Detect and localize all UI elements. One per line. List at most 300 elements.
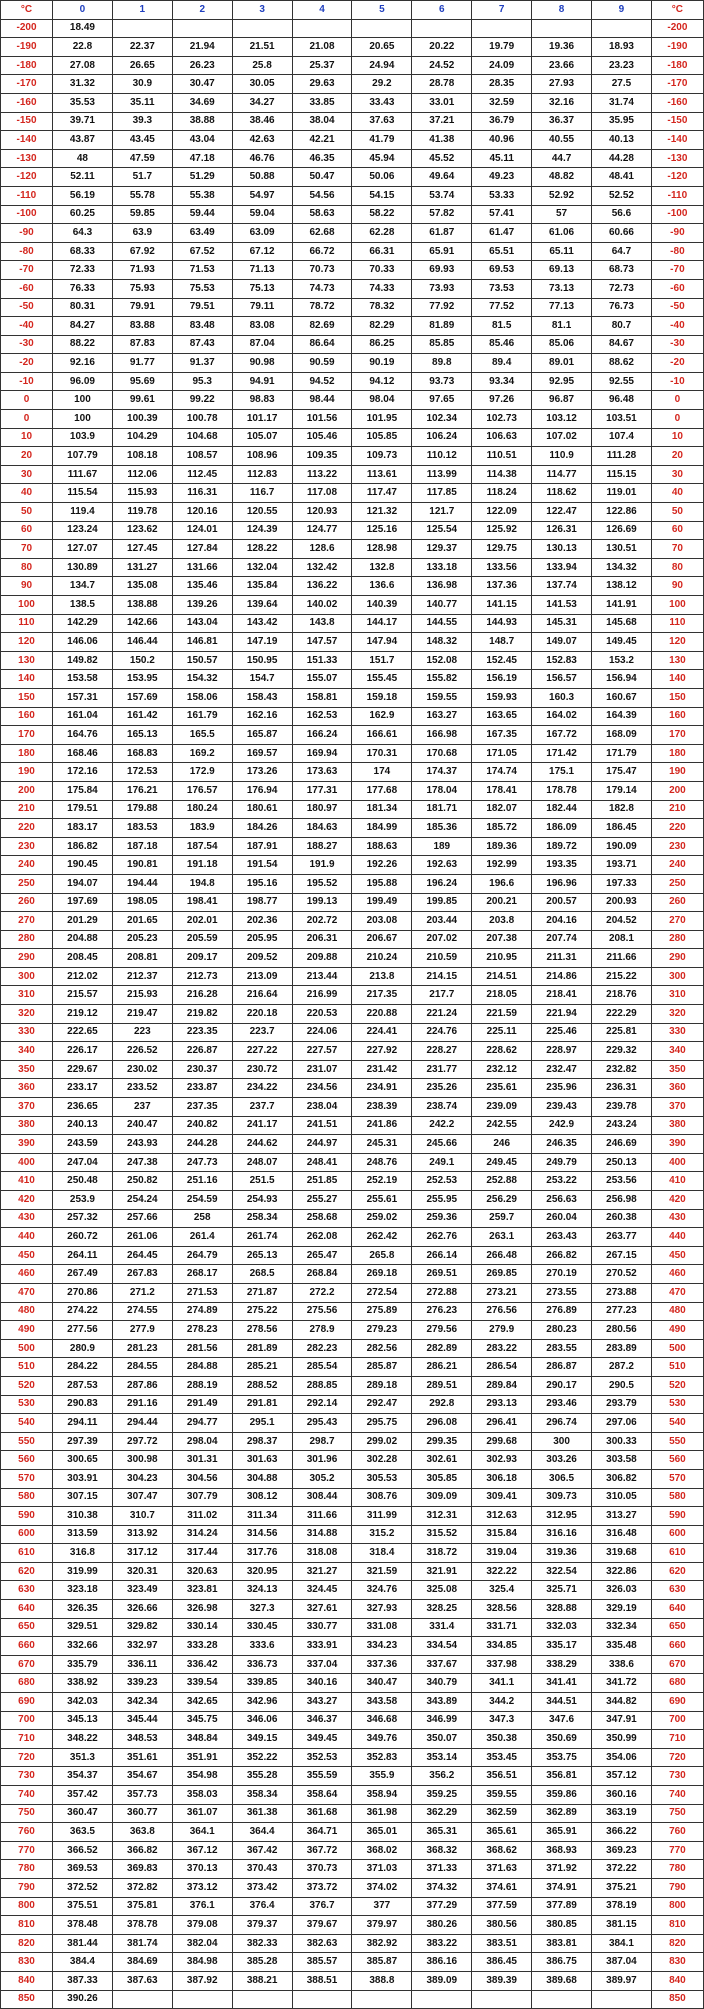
table-row (1, 447, 704, 466)
table-cell: 234.22 (232, 1079, 292, 1098)
table-cell: 246.69 (592, 1135, 652, 1154)
row-temp-label-left: 330 (1, 1023, 53, 1042)
row-temp-label-left: 580 (1, 1488, 53, 1507)
table-cell: 92.55 (592, 372, 652, 391)
table-cell: 223.35 (172, 1023, 232, 1042)
table-cell: 118.24 (472, 484, 532, 503)
table-cell: 299.35 (412, 1432, 472, 1451)
row-temp-label-left: 810 (1, 1916, 53, 1935)
row-temp-label-right: 40 (651, 484, 703, 503)
table-cell: 329.51 (53, 1618, 113, 1637)
table-cell: 271.87 (232, 1283, 292, 1302)
table-cell: 322.22 (472, 1562, 532, 1581)
table-cell: 284.22 (53, 1358, 113, 1377)
row-temp-label-right: 380 (651, 1116, 703, 1135)
table-cell: 347.6 (532, 1711, 592, 1730)
table-cell: 71.13 (232, 261, 292, 280)
table-cell: 72.33 (53, 261, 113, 280)
table-cell: 152.45 (472, 651, 532, 670)
table-cell: 373.12 (172, 1878, 232, 1897)
table-row (1, 1376, 704, 1395)
table-cell: 383.22 (412, 1934, 472, 1953)
table-cell: 193.71 (592, 856, 652, 875)
table-cell: 27.93 (532, 75, 592, 94)
row-temp-label-right: -190 (651, 38, 703, 57)
table-cell: 49.23 (472, 168, 532, 187)
table-cell: 240.47 (112, 1116, 172, 1135)
table-cell: 366.22 (592, 1823, 652, 1842)
table-cell: 43.87 (53, 131, 113, 150)
table-cell: 354.67 (112, 1767, 172, 1786)
table-cell: 52.92 (532, 186, 592, 205)
table-cell: 159.93 (472, 688, 532, 707)
table-row (1, 1321, 704, 1340)
table-cell: 120.55 (232, 503, 292, 522)
table-cell: 216.64 (232, 986, 292, 1005)
table-cell: 170.68 (412, 744, 472, 763)
table-cell: 247.73 (172, 1153, 232, 1172)
table-cell: 304.23 (112, 1469, 172, 1488)
table-cell: 178.04 (412, 781, 472, 800)
table-cell: 275.56 (292, 1302, 352, 1321)
row-temp-label-left: 50 (1, 503, 53, 522)
table-cell: 198.77 (232, 893, 292, 912)
row-temp-label-right: 480 (651, 1302, 703, 1321)
table-row (1, 1488, 704, 1507)
table-cell: 102.73 (472, 410, 532, 429)
row-temp-label-right: 570 (651, 1469, 703, 1488)
table-cell: 269.51 (412, 1265, 472, 1284)
row-temp-label-right: 590 (651, 1507, 703, 1526)
table-cell: 144.55 (412, 614, 472, 633)
table-row (1, 1693, 704, 1712)
table-row (1, 149, 704, 168)
table-cell: 305.85 (412, 1469, 472, 1488)
table-cell: 138.12 (592, 577, 652, 596)
table-cell: 218.76 (592, 986, 652, 1005)
table-cell: 170.31 (352, 744, 412, 763)
table-row (1, 1469, 704, 1488)
table-cell: 70.33 (352, 261, 412, 280)
table-cell: 230.72 (232, 1060, 292, 1079)
table-cell: 186.82 (53, 837, 113, 856)
table-cell: 87.04 (232, 335, 292, 354)
table-cell: 73.13 (532, 279, 592, 298)
table-cell: 258.68 (292, 1209, 352, 1228)
table-cell: 368.93 (532, 1841, 592, 1860)
row-temp-label-right: 130 (651, 651, 703, 670)
table-cell: 167.72 (532, 726, 592, 745)
row-temp-label-right: -180 (651, 56, 703, 75)
table-cell: 200.57 (532, 893, 592, 912)
table-cell: 371.63 (472, 1860, 532, 1879)
table-cell: 315.52 (412, 1525, 472, 1544)
table-cell: 55.78 (112, 186, 172, 205)
table-cell: 161.79 (172, 707, 232, 726)
row-temp-label-left: 240 (1, 856, 53, 875)
table-cell: 320.31 (112, 1562, 172, 1581)
table-cell: 387.63 (112, 1971, 172, 1990)
table-cell: 356.51 (472, 1767, 532, 1786)
row-temp-label-right: 770 (651, 1841, 703, 1860)
table-cell: 353.14 (412, 1748, 472, 1767)
table-cell: 381.15 (592, 1916, 652, 1935)
table-cell: 124.39 (232, 521, 292, 540)
table-cell: 345.44 (112, 1711, 172, 1730)
row-temp-label-right: -70 (651, 261, 703, 280)
table-cell: 375.51 (53, 1897, 113, 1916)
table-cell: 49.64 (412, 168, 472, 187)
table-cell: 267.83 (112, 1265, 172, 1284)
table-cell: 180.24 (172, 800, 232, 819)
table-cell: 210.95 (472, 949, 532, 968)
table-cell: 45.11 (472, 149, 532, 168)
table-cell: 247.38 (112, 1153, 172, 1172)
table-cell: 156.19 (472, 670, 532, 689)
table-cell: 386.45 (472, 1953, 532, 1972)
table-cell: 129.75 (472, 540, 532, 559)
table-cell: 206.67 (352, 930, 412, 949)
column-header: 7 (472, 1, 532, 20)
table-cell: 301.96 (292, 1451, 352, 1470)
table-cell: 163.27 (412, 707, 472, 726)
column-header: 9 (592, 1, 652, 20)
row-temp-label-left: 40 (1, 484, 53, 503)
table-cell: 204.52 (592, 912, 652, 931)
table-cell: 50.88 (232, 168, 292, 187)
table-cell: 160.67 (592, 688, 652, 707)
row-temp-label-right: 490 (651, 1321, 703, 1340)
table-cell: 213.44 (292, 967, 352, 986)
table-cell: 273.55 (532, 1283, 592, 1302)
table-cell: 252.19 (352, 1172, 412, 1191)
table-cell: 119.01 (592, 484, 652, 503)
table-cell: 334.23 (352, 1637, 412, 1656)
row-temp-label-right: 170 (651, 726, 703, 745)
table-cell: 83.88 (112, 317, 172, 336)
table-cell: 76.73 (592, 298, 652, 317)
table-row (1, 800, 704, 819)
table-cell: 386.75 (532, 1953, 592, 1972)
table-cell: 137.74 (532, 577, 592, 596)
table-cell: 233.87 (172, 1079, 232, 1098)
table-row (1, 707, 704, 726)
table-cell: 273.88 (592, 1283, 652, 1302)
table-cell: 235.96 (532, 1079, 592, 1098)
table-cell: 327.61 (292, 1600, 352, 1619)
table-cell: 25.37 (292, 56, 352, 75)
table-cell (352, 19, 412, 38)
table-cell: 150.2 (112, 651, 172, 670)
table-cell: 263.1 (472, 1228, 532, 1247)
row-temp-label-right: 0 (651, 410, 703, 429)
row-temp-label-right: 360 (651, 1079, 703, 1098)
table-cell: 344.82 (592, 1693, 652, 1712)
table-cell: 255.61 (352, 1191, 412, 1210)
table-cell: 194.44 (112, 874, 172, 893)
table-cell: 270.86 (53, 1283, 113, 1302)
table-cell: 23.66 (532, 56, 592, 75)
table-row (1, 633, 704, 652)
row-temp-label-left: -170 (1, 75, 53, 94)
table-cell: 365.01 (352, 1823, 412, 1842)
row-temp-label-right: 640 (651, 1600, 703, 1619)
row-temp-label-left: 590 (1, 1507, 53, 1526)
table-cell: 181.34 (352, 800, 412, 819)
row-temp-label-left: 660 (1, 1637, 53, 1656)
table-cell: 87.43 (172, 335, 232, 354)
table-cell: 316.8 (53, 1544, 113, 1563)
table-row (1, 1562, 704, 1581)
row-temp-label-left: 770 (1, 1841, 53, 1860)
row-temp-label-left: 520 (1, 1376, 53, 1395)
table-cell: 233.17 (53, 1079, 113, 1098)
table-cell: 89.01 (532, 354, 592, 373)
table-cell: 311.66 (292, 1507, 352, 1526)
table-cell: 338.6 (592, 1655, 652, 1674)
table-cell: 228.62 (472, 1042, 532, 1061)
table-cell: 250.48 (53, 1172, 113, 1191)
table-cell: 139.26 (172, 596, 232, 615)
row-temp-label-right: 690 (651, 1693, 703, 1712)
table-cell: 388.8 (352, 1971, 412, 1990)
table-cell: 375.81 (112, 1897, 172, 1916)
table-cell: 83.48 (172, 317, 232, 336)
table-cell: 374.91 (532, 1878, 592, 1897)
table-cell: 275.89 (352, 1302, 412, 1321)
table-cell: 340.79 (412, 1674, 472, 1693)
row-temp-label-right: -30 (651, 335, 703, 354)
table-cell: 319.99 (53, 1562, 113, 1581)
row-temp-label-right: -170 (651, 75, 703, 94)
table-cell: 231.07 (292, 1060, 352, 1079)
table-cell: 201.65 (112, 912, 172, 931)
table-cell: 92.16 (53, 354, 113, 373)
table-cell: 35.53 (53, 93, 113, 112)
table-cell: 159.18 (352, 688, 412, 707)
row-temp-label-right: 110 (651, 614, 703, 633)
row-temp-label-right: -20 (651, 354, 703, 373)
table-cell: 183.17 (53, 819, 113, 838)
table-cell: 239.43 (532, 1098, 592, 1117)
table-cell: 165.5 (172, 726, 232, 745)
row-temp-label-right: 20 (651, 447, 703, 466)
table-cell: 253.56 (592, 1172, 652, 1191)
table-cell: 282.89 (412, 1339, 472, 1358)
table-cell: 28.35 (472, 75, 532, 94)
table-cell: 350.69 (532, 1730, 592, 1749)
table-cell: 319.68 (592, 1544, 652, 1563)
table-cell: 100 (53, 391, 113, 410)
table-cell: 73.53 (472, 279, 532, 298)
table-cell: 144.17 (352, 614, 412, 633)
table-cell: 58.22 (352, 205, 412, 224)
table-cell: 86.25 (352, 335, 412, 354)
table-cell: 150.95 (232, 651, 292, 670)
table-cell: 77.13 (532, 298, 592, 317)
table-cell: 172.9 (172, 763, 232, 782)
table-cell: 144.93 (472, 614, 532, 633)
table-cell: 208.1 (592, 930, 652, 949)
table-cell: 143.42 (232, 614, 292, 633)
table-cell: 226.17 (53, 1042, 113, 1061)
table-cell: 367.42 (232, 1841, 292, 1860)
table-row (1, 1098, 704, 1117)
row-temp-label-left: 180 (1, 744, 53, 763)
table-cell: 356.81 (532, 1767, 592, 1786)
table-cell: 57 (532, 205, 592, 224)
table-cell: 108.57 (172, 447, 232, 466)
table-cell: 68.73 (592, 261, 652, 280)
table-cell: 151.33 (292, 651, 352, 670)
table-cell: 378.19 (592, 1897, 652, 1916)
table-cell: 175.1 (532, 763, 592, 782)
table-cell: 81.89 (412, 317, 472, 336)
table-cell: 336.11 (112, 1655, 172, 1674)
row-temp-label-left: 290 (1, 949, 53, 968)
table-row (1, 1339, 704, 1358)
table-cell: 271.53 (172, 1283, 232, 1302)
table-cell: 142.29 (53, 614, 113, 633)
table-cell: 18.93 (592, 38, 652, 57)
table-cell: 100.39 (112, 410, 172, 429)
table-cell: 317.12 (112, 1544, 172, 1563)
table-cell: 207.74 (532, 930, 592, 949)
table-cell: 241.86 (352, 1116, 412, 1135)
table-cell: 215.57 (53, 986, 113, 1005)
table-cell: 383.51 (472, 1934, 532, 1953)
table-row (1, 354, 704, 373)
table-cell: 30.9 (112, 75, 172, 94)
table-cell: 117.47 (352, 484, 412, 503)
table-cell: 335.79 (53, 1655, 113, 1674)
table-cell: 374.02 (352, 1878, 412, 1897)
table-cell: 330.45 (232, 1618, 292, 1637)
table-cell: 198.41 (172, 893, 232, 912)
table-cell: 64.3 (53, 224, 113, 243)
table-cell: 240.13 (53, 1116, 113, 1135)
row-temp-label-right: 710 (651, 1730, 703, 1749)
table-cell: 32.59 (472, 93, 532, 112)
table-cell: 358.64 (292, 1786, 352, 1805)
table-cell: 133.56 (472, 558, 532, 577)
table-cell: 288.19 (172, 1376, 232, 1395)
row-temp-label-left: 340 (1, 1042, 53, 1061)
table-cell: 365.61 (472, 1823, 532, 1842)
table-cell: 192.26 (352, 856, 412, 875)
table-cell: 298.7 (292, 1432, 352, 1451)
table-cell: 59.44 (172, 205, 232, 224)
table-cell: 130.13 (532, 540, 592, 559)
table-cell: 149.07 (532, 633, 592, 652)
table-cell: 119.4 (53, 503, 113, 522)
table-cell: 382.63 (292, 1934, 352, 1953)
table-cell: 33.01 (412, 93, 472, 112)
table-cell: 384.98 (172, 1953, 232, 1972)
table-row (1, 1414, 704, 1433)
table-row (1, 1265, 704, 1284)
table-cell: 19.36 (532, 38, 592, 57)
row-temp-label-right: 140 (651, 670, 703, 689)
table-cell: 297.39 (53, 1432, 113, 1451)
table-cell: 202.01 (172, 912, 232, 931)
table-cell: 57.41 (472, 205, 532, 224)
table-cell: 61.47 (472, 224, 532, 243)
table-cell: 371.03 (352, 1860, 412, 1879)
row-temp-label-right: 510 (651, 1358, 703, 1377)
table-cell: 174 (352, 763, 412, 782)
row-temp-label-right: -100 (651, 205, 703, 224)
table-cell: 369.83 (112, 1860, 172, 1879)
table-cell: 238.04 (292, 1098, 352, 1117)
table-cell: 122.47 (532, 503, 592, 522)
table-cell: 54.15 (352, 186, 412, 205)
table-cell: 56.6 (592, 205, 652, 224)
table-cell: 298.04 (172, 1432, 232, 1451)
table-cell (172, 19, 232, 38)
row-temp-label-right: 90 (651, 577, 703, 596)
table-cell: 212.02 (53, 967, 113, 986)
table-cell: 125.92 (472, 521, 532, 540)
table-cell: 122.09 (472, 503, 532, 522)
table-cell: 342.65 (172, 1693, 232, 1712)
row-temp-label-right: -150 (651, 112, 703, 131)
table-cell: 389.68 (532, 1971, 592, 1990)
table-cell: 313.59 (53, 1525, 113, 1544)
table-cell: 109.35 (292, 447, 352, 466)
table-cell: 146.81 (172, 633, 232, 652)
table-cell: 250.82 (112, 1172, 172, 1191)
table-cell: 209.17 (172, 949, 232, 968)
table-cell: 171.79 (592, 744, 652, 763)
table-cell: 318.4 (352, 1544, 412, 1563)
table-cell: 263.77 (592, 1228, 652, 1247)
table-cell: 149.82 (53, 651, 113, 670)
table-cell: 130.89 (53, 558, 113, 577)
row-temp-label-right: 10 (651, 428, 703, 447)
table-cell: 128.98 (352, 540, 412, 559)
table-cell: 162.9 (352, 707, 412, 726)
table-cell: 208.81 (112, 949, 172, 968)
table-cell: 239.09 (472, 1098, 532, 1117)
table-cell: 35.95 (592, 112, 652, 131)
table-cell: 199.49 (352, 893, 412, 912)
table-cell: 166.24 (292, 726, 352, 745)
table-cell: 182.07 (472, 800, 532, 819)
row-temp-label-left: 270 (1, 912, 53, 931)
table-cell: 278.23 (172, 1321, 232, 1340)
table-cell: 166.98 (412, 726, 472, 745)
table-row (1, 1079, 704, 1098)
table-cell: 135.84 (232, 577, 292, 596)
table-cell: 325.71 (532, 1581, 592, 1600)
table-cell: 24.52 (412, 56, 472, 75)
table-cell (292, 1990, 352, 2009)
table-cell: 314.88 (292, 1525, 352, 1544)
table-cell: 95.3 (172, 372, 232, 391)
table-cell: 74.73 (292, 279, 352, 298)
table-cell: 325.4 (472, 1581, 532, 1600)
table-row (1, 912, 704, 931)
table-cell: 259.36 (412, 1209, 472, 1228)
table-cell: 362.59 (472, 1804, 532, 1823)
table-cell: 52.11 (53, 168, 113, 187)
table-cell: 389.97 (592, 1971, 652, 1990)
table-cell: 310.05 (592, 1488, 652, 1507)
row-temp-label-left: 840 (1, 1971, 53, 1990)
table-cell: 61.87 (412, 224, 472, 243)
table-cell: 59.04 (232, 205, 292, 224)
